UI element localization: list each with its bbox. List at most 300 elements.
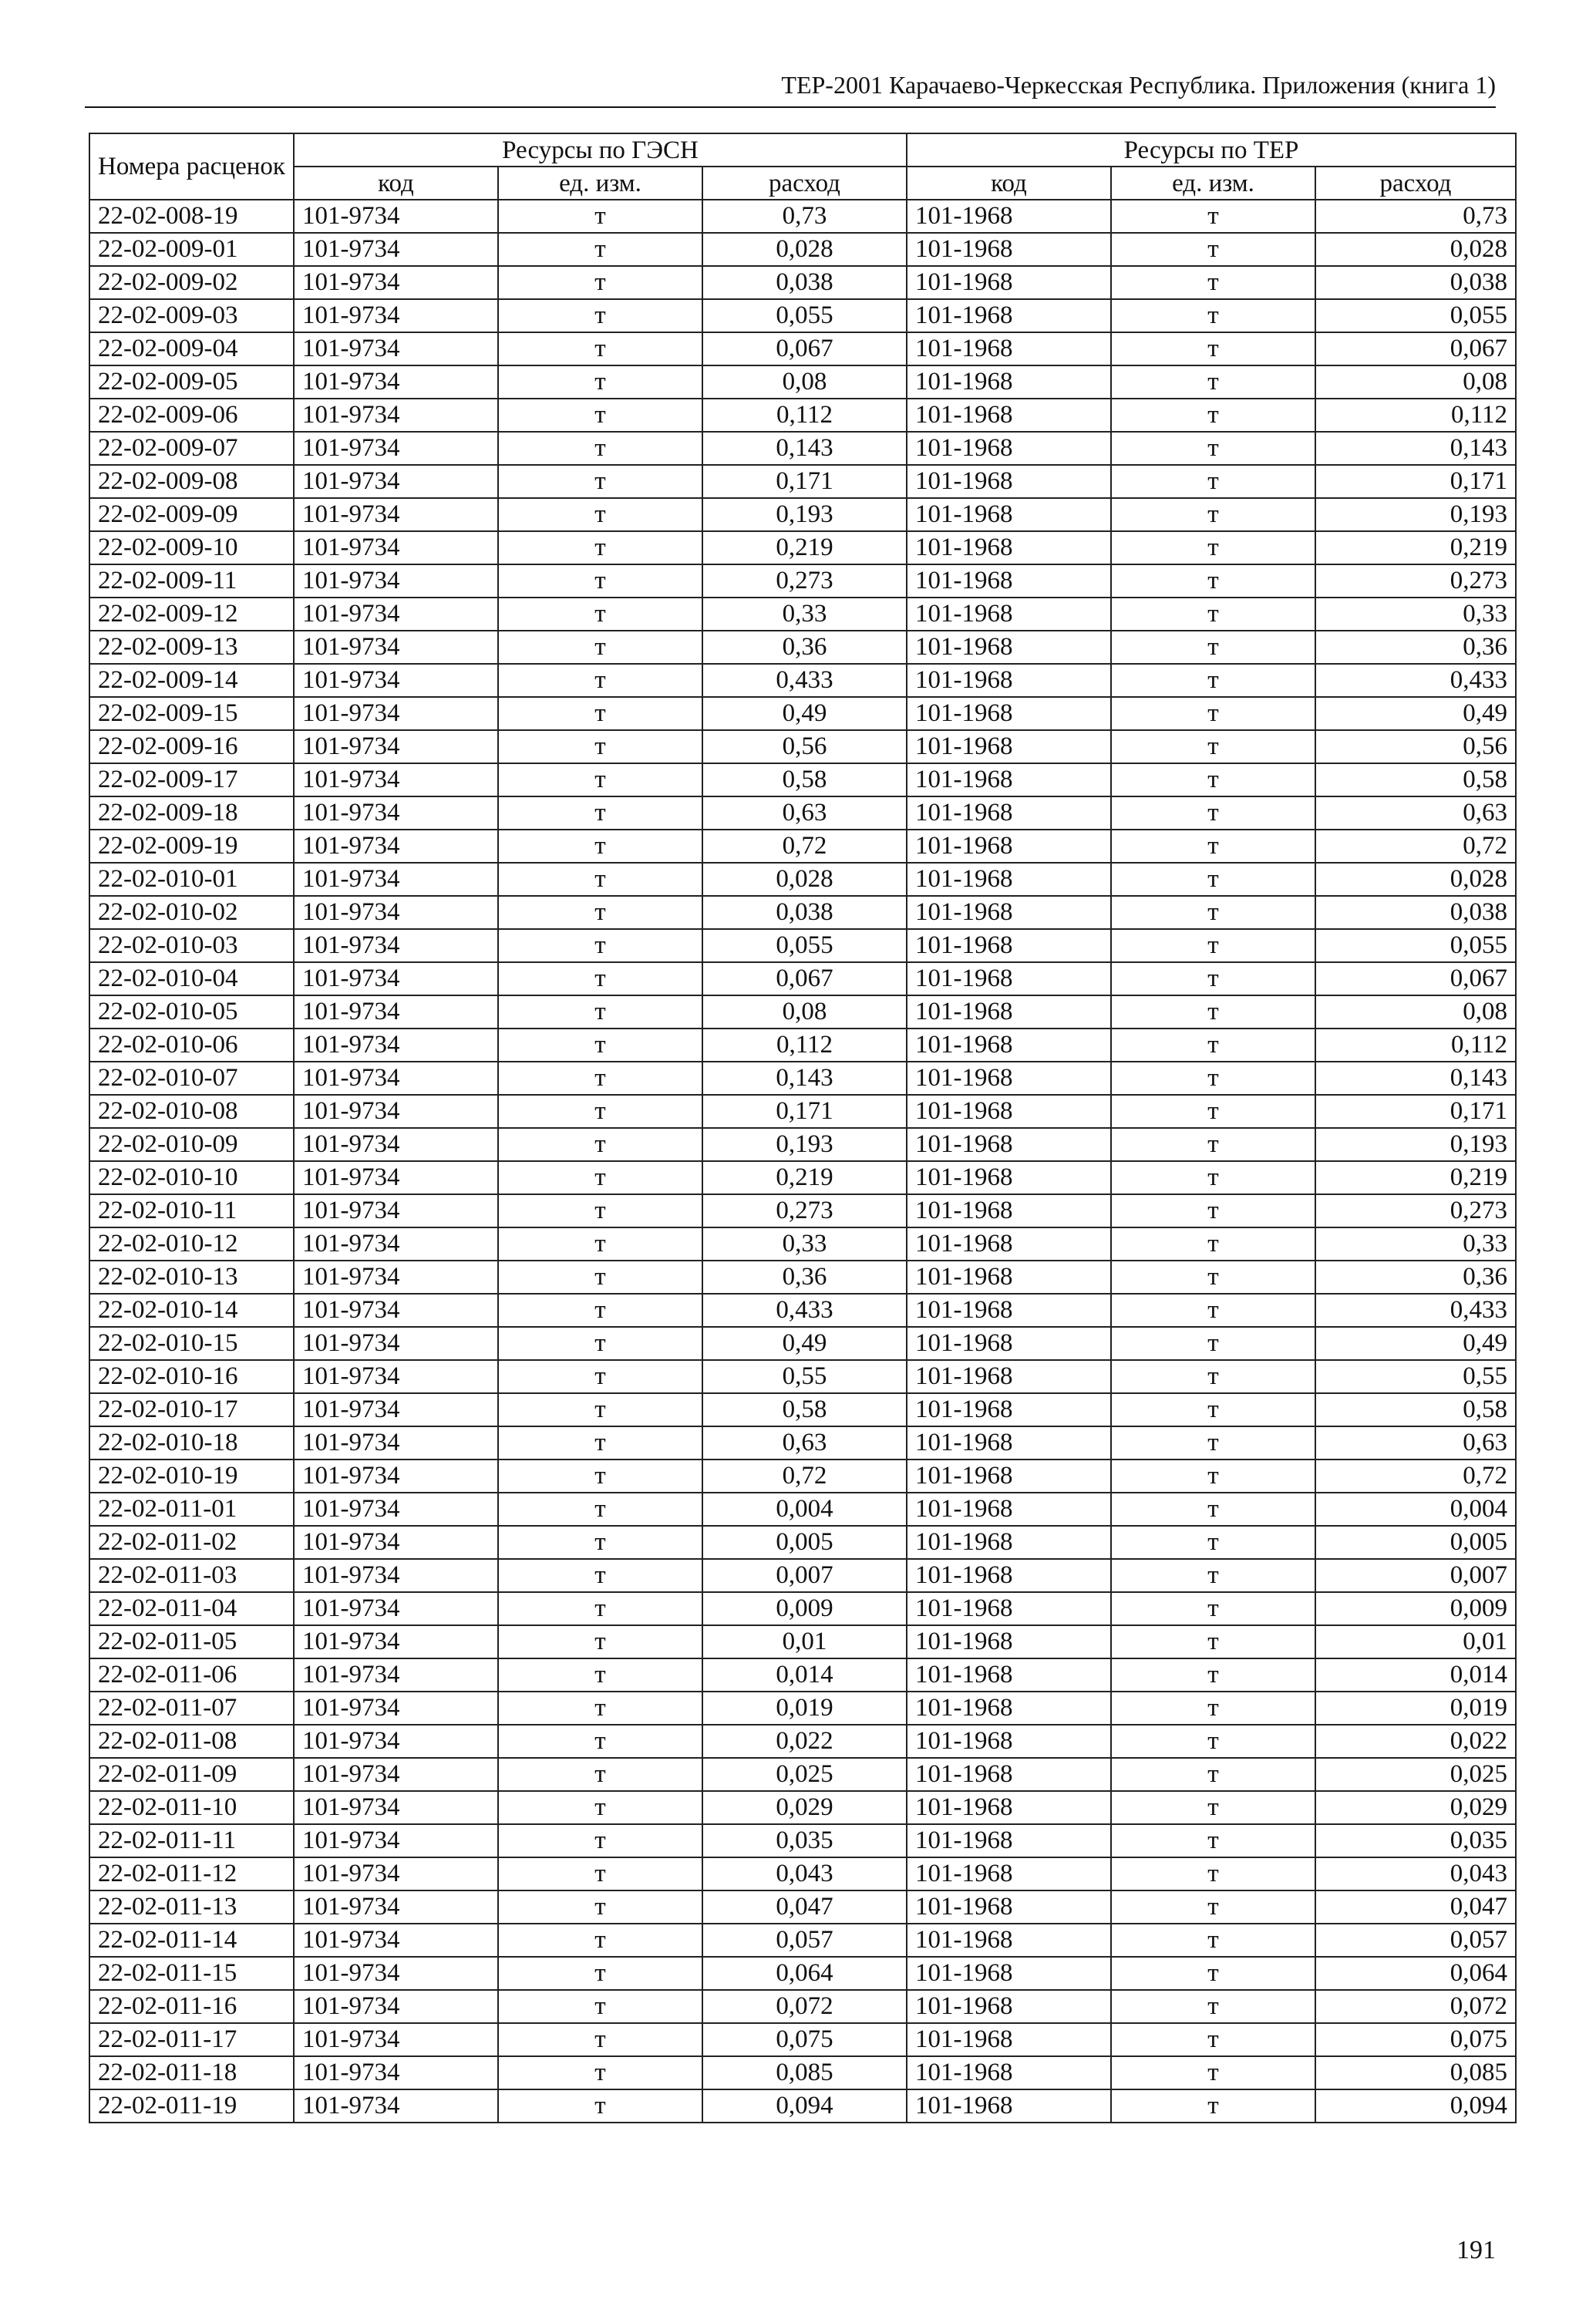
table-row <box>89 1161 1516 1194</box>
gesn-code-cell: 101-9734 <box>294 1592 498 1625</box>
gesn-code-cell: 101-9734 <box>294 399 498 432</box>
table-row <box>89 763 1516 796</box>
gesn-code-cell: 101-9734 <box>294 498 498 531</box>
gesn-qty-cell: 0,067 <box>702 962 907 995</box>
table-row <box>89 1360 1516 1393</box>
ter-unit-cell: т <box>1111 896 1315 929</box>
table-row <box>89 564 1516 598</box>
gesn-qty-cell: 0,58 <box>702 1393 907 1426</box>
gesn-qty-cell: 0,219 <box>702 531 907 564</box>
ter-code-cell: 101-1968 <box>907 2089 1111 2123</box>
rate-number-cell: 22-02-011-05 <box>89 1625 294 1658</box>
rate-number-cell: 22-02-008-19 <box>89 200 294 233</box>
gesn-code-cell: 101-9734 <box>294 1029 498 1062</box>
table-row <box>89 664 1516 697</box>
ter-unit-cell: т <box>1111 1890 1315 1924</box>
gesn-qty-cell: 0,73 <box>702 200 907 233</box>
gesn-qty-cell: 0,007 <box>702 1559 907 1592</box>
ter-unit-cell: т <box>1111 1924 1315 1957</box>
gesn-unit-cell: т <box>498 962 702 995</box>
gesn-unit-cell: т <box>498 1824 702 1857</box>
ter-unit-cell: т <box>1111 631 1315 664</box>
ter-qty-cell: 0,72 <box>1315 1460 1516 1493</box>
table-row <box>89 233 1516 266</box>
table-row <box>89 2023 1516 2056</box>
gesn-code-cell: 101-9734 <box>294 1460 498 1493</box>
gesn-qty-cell: 0,72 <box>702 830 907 863</box>
ter-unit-cell: т <box>1111 1990 1315 2023</box>
gesn-unit-cell: т <box>498 1161 702 1194</box>
rate-number-cell: 22-02-011-02 <box>89 1526 294 1559</box>
ter-code-cell: 101-1968 <box>907 1426 1111 1460</box>
gesn-unit-cell: т <box>498 631 702 664</box>
rate-number-cell: 22-02-011-03 <box>89 1559 294 1592</box>
ter-unit-cell: т <box>1111 432 1315 465</box>
header-row-groups <box>89 133 1516 167</box>
table-row <box>89 1990 1516 2023</box>
gesn-code-cell: 101-9734 <box>294 432 498 465</box>
gesn-code-cell: 101-9734 <box>294 465 498 498</box>
ter-code-cell: 101-1968 <box>907 1658 1111 1692</box>
gesn-unit-cell: т <box>498 796 702 830</box>
rate-number-cell: 22-02-010-17 <box>89 1393 294 1426</box>
ter-unit-cell: т <box>1111 1824 1315 1857</box>
ter-qty-cell: 0,094 <box>1315 2089 1516 2123</box>
gesn-code-cell: 101-9734 <box>294 1625 498 1658</box>
rate-number-cell: 22-02-011-06 <box>89 1658 294 1692</box>
gesn-unit-cell: т <box>498 1493 702 1526</box>
gesn-unit-cell: т <box>498 1095 702 1128</box>
ter-code-cell: 101-1968 <box>907 1095 1111 1128</box>
ter-qty-cell: 0,143 <box>1315 1062 1516 1095</box>
ter-code-cell: 101-1968 <box>907 1327 1111 1360</box>
gesn-code-cell: 101-9734 <box>294 1957 498 1990</box>
ter-code-cell: 101-1968 <box>907 1625 1111 1658</box>
ter-unit-cell: т <box>1111 399 1315 432</box>
gesn-code-cell: 101-9734 <box>294 598 498 631</box>
gesn-code-cell: 101-9734 <box>294 697 498 730</box>
gesn-unit-cell: т <box>498 1890 702 1924</box>
ter-qty-cell: 0,038 <box>1315 266 1516 299</box>
ter-qty-cell: 0,085 <box>1315 2056 1516 2089</box>
ter-unit-cell: т <box>1111 1393 1315 1426</box>
ter-unit-cell: т <box>1111 299 1315 332</box>
gesn-unit-cell: т <box>498 1194 702 1227</box>
table-row <box>89 1526 1516 1559</box>
ter-qty-cell: 0,029 <box>1315 1791 1516 1824</box>
gesn-code-cell: 101-9734 <box>294 1824 498 1857</box>
gesn-qty-cell: 0,014 <box>702 1658 907 1692</box>
ter-unit-cell: т <box>1111 1625 1315 1658</box>
gesn-unit-cell: т <box>498 432 702 465</box>
gesn-qty-cell: 0,067 <box>702 332 907 365</box>
ter-qty-cell: 0,433 <box>1315 1294 1516 1327</box>
ter-qty-cell: 0,004 <box>1315 1493 1516 1526</box>
gesn-code-cell: 101-9734 <box>294 1261 498 1294</box>
table-row <box>89 1791 1516 1824</box>
gesn-qty-cell: 0,035 <box>702 1824 907 1857</box>
gesn-unit-cell: т <box>498 1261 702 1294</box>
ter-unit-cell: т <box>1111 2056 1315 2089</box>
gesn-unit-cell: т <box>498 1725 702 1758</box>
gesn-unit-cell: т <box>498 664 702 697</box>
table-row <box>89 1592 1516 1625</box>
ter-qty-cell: 0,022 <box>1315 1725 1516 1758</box>
ter-qty-cell: 0,072 <box>1315 1990 1516 2023</box>
ter-code-cell: 101-1968 <box>907 1924 1111 1957</box>
table-row <box>89 1095 1516 1128</box>
gesn-unit-cell: т <box>498 2056 702 2089</box>
rate-number-cell: 22-02-009-13 <box>89 631 294 664</box>
ter-qty-cell: 0,433 <box>1315 664 1516 697</box>
table-row <box>89 929 1516 962</box>
ter-code-cell: 101-1968 <box>907 498 1111 531</box>
gesn-unit-cell: т <box>498 531 702 564</box>
gesn-qty-cell: 0,56 <box>702 730 907 763</box>
table-row <box>89 1725 1516 1758</box>
gesn-unit-cell: т <box>498 1360 702 1393</box>
ter-qty-cell: 0,067 <box>1315 332 1516 365</box>
ter-code-cell: 101-1968 <box>907 1824 1111 1857</box>
ter-unit-cell: т <box>1111 697 1315 730</box>
rate-number-cell: 22-02-011-10 <box>89 1791 294 1824</box>
rate-number-cell: 22-02-009-06 <box>89 399 294 432</box>
ter-unit-cell: т <box>1111 1559 1315 1592</box>
ter-code-cell: 101-1968 <box>907 2056 1111 2089</box>
gesn-unit-cell: т <box>498 1227 702 1261</box>
gesn-unit-cell: т <box>498 332 702 365</box>
gesn-code-cell: 101-9734 <box>294 1493 498 1526</box>
ter-qty-cell: 0,58 <box>1315 763 1516 796</box>
ter-qty-cell: 0,038 <box>1315 896 1516 929</box>
gesn-qty-cell: 0,022 <box>702 1725 907 1758</box>
gesn-code-cell: 101-9734 <box>294 1658 498 1692</box>
ter-qty-cell: 0,028 <box>1315 233 1516 266</box>
rate-number-cell: 22-02-009-08 <box>89 465 294 498</box>
table-row <box>89 598 1516 631</box>
gesn-code-cell: 101-9734 <box>294 266 498 299</box>
gesn-code-cell: 101-9734 <box>294 1725 498 1758</box>
gesn-code-cell: 101-9734 <box>294 1194 498 1227</box>
col-number-header: Номера расценок <box>89 133 294 200</box>
ter-code-cell: 101-1968 <box>907 1725 1111 1758</box>
gesn-qty-cell: 0,49 <box>702 697 907 730</box>
gesn-code-cell: 101-9734 <box>294 1426 498 1460</box>
ter-code-cell: 101-1968 <box>907 233 1111 266</box>
ter-qty-cell: 0,171 <box>1315 1095 1516 1128</box>
ter-unit-cell: т <box>1111 531 1315 564</box>
ter-qty-cell: 0,219 <box>1315 1161 1516 1194</box>
gesn-qty-cell: 0,004 <box>702 1493 907 1526</box>
gesn-code-cell: 101-9734 <box>294 564 498 598</box>
gesn-code-header: код <box>294 167 498 200</box>
ter-qty-cell: 0,043 <box>1315 1857 1516 1890</box>
table-row <box>89 1227 1516 1261</box>
gesn-qty-cell: 0,043 <box>702 1857 907 1890</box>
gesn-code-cell: 101-9734 <box>294 200 498 233</box>
gesn-qty-cell: 0,072 <box>702 1990 907 2023</box>
gesn-code-cell: 101-9734 <box>294 1095 498 1128</box>
ter-code-cell: 101-1968 <box>907 796 1111 830</box>
gesn-qty-cell: 0,005 <box>702 1526 907 1559</box>
ter-unit-cell: т <box>1111 730 1315 763</box>
gesn-qty-cell: 0,55 <box>702 1360 907 1393</box>
gesn-unit-cell: т <box>498 763 702 796</box>
ter-code-cell: 101-1968 <box>907 962 1111 995</box>
rate-number-cell: 22-02-010-08 <box>89 1095 294 1128</box>
gesn-code-cell: 101-9734 <box>294 1990 498 2023</box>
ter-qty-cell: 0,58 <box>1315 1393 1516 1426</box>
gesn-code-cell: 101-9734 <box>294 365 498 399</box>
rate-number-cell: 22-02-010-04 <box>89 962 294 995</box>
ter-unit-cell: т <box>1111 2023 1315 2056</box>
table-row <box>89 1559 1516 1592</box>
ter-code-cell: 101-1968 <box>907 1128 1111 1161</box>
ter-qty-cell: 0,112 <box>1315 1029 1516 1062</box>
rate-number-cell: 22-02-011-16 <box>89 1990 294 2023</box>
gesn-code-cell: 101-9734 <box>294 1857 498 1890</box>
ter-qty-cell: 0,057 <box>1315 1924 1516 1957</box>
gesn-code-cell: 101-9734 <box>294 1360 498 1393</box>
gesn-qty-cell: 0,029 <box>702 1791 907 1824</box>
table-row <box>89 1493 1516 1526</box>
gesn-unit-cell: т <box>498 995 702 1029</box>
ter-unit-cell: т <box>1111 830 1315 863</box>
ter-unit-cell: т <box>1111 1592 1315 1625</box>
ter-code-cell: 101-1968 <box>907 1758 1111 1791</box>
gesn-code-cell: 101-9734 <box>294 1294 498 1327</box>
gesn-qty-cell: 0,171 <box>702 1095 907 1128</box>
ter-code-cell: 101-1968 <box>907 1857 1111 1890</box>
rate-number-cell: 22-02-011-08 <box>89 1725 294 1758</box>
ter-qty-cell: 0,067 <box>1315 962 1516 995</box>
gesn-unit-cell: т <box>498 863 702 896</box>
ter-code-cell: 101-1968 <box>907 200 1111 233</box>
table-row <box>89 200 1516 233</box>
gesn-unit-cell: т <box>498 1791 702 1824</box>
gesn-unit-cell: т <box>498 1526 702 1559</box>
gesn-qty-cell: 0,273 <box>702 564 907 598</box>
table-row <box>89 1062 1516 1095</box>
gesn-code-cell: 101-9734 <box>294 531 498 564</box>
gesn-qty-cell: 0,36 <box>702 1261 907 1294</box>
rate-number-cell: 22-02-010-05 <box>89 995 294 1029</box>
gesn-code-cell: 101-9734 <box>294 1924 498 1957</box>
gesn-qty-cell: 0,143 <box>702 432 907 465</box>
ter-code-cell: 101-1968 <box>907 1360 1111 1393</box>
rate-number-cell: 22-02-011-04 <box>89 1592 294 1625</box>
gesn-unit-cell: т <box>498 1692 702 1725</box>
ter-unit-cell: т <box>1111 365 1315 399</box>
ter-unit-cell: т <box>1111 1128 1315 1161</box>
ter-qty-cell: 0,047 <box>1315 1890 1516 1924</box>
ter-unit-cell: т <box>1111 1857 1315 1890</box>
gesn-code-cell: 101-9734 <box>294 299 498 332</box>
ter-unit-cell: т <box>1111 1261 1315 1294</box>
gesn-qty-cell: 0,433 <box>702 664 907 697</box>
ter-unit-cell: т <box>1111 1692 1315 1725</box>
gesn-code-cell: 101-9734 <box>294 995 498 1029</box>
table-row <box>89 1128 1516 1161</box>
gesn-qty-cell: 0,33 <box>702 1227 907 1261</box>
ter-unit-cell: т <box>1111 1460 1315 1493</box>
gesn-code-cell: 101-9734 <box>294 830 498 863</box>
gesn-unit-cell: т <box>498 266 702 299</box>
ter-qty-cell: 0,064 <box>1315 1957 1516 1990</box>
gesn-qty-cell: 0,193 <box>702 1128 907 1161</box>
table-row <box>89 1824 1516 1857</box>
ter-code-cell: 101-1968 <box>907 266 1111 299</box>
gesn-unit-cell: т <box>498 200 702 233</box>
ter-qty-cell: 0,009 <box>1315 1592 1516 1625</box>
rate-number-cell: 22-02-011-11 <box>89 1824 294 1857</box>
gesn-qty-cell: 0,038 <box>702 896 907 929</box>
rate-number-cell: 22-02-009-17 <box>89 763 294 796</box>
gesn-unit-cell: т <box>498 1128 702 1161</box>
ter-qty-cell: 0,33 <box>1315 1227 1516 1261</box>
ter-code-cell: 101-1968 <box>907 830 1111 863</box>
gesn-unit-cell: т <box>498 1327 702 1360</box>
gesn-qty-cell: 0,58 <box>702 763 907 796</box>
ter-code-cell: 101-1968 <box>907 1559 1111 1592</box>
ter-code-cell: 101-1968 <box>907 2023 1111 2056</box>
ter-qty-cell: 0,01 <box>1315 1625 1516 1658</box>
gesn-unit-cell: т <box>498 1029 702 1062</box>
gesn-unit-cell: т <box>498 1990 702 2023</box>
table-row <box>89 1890 1516 1924</box>
gesn-code-cell: 101-9734 <box>294 1227 498 1261</box>
gesn-qty-cell: 0,08 <box>702 365 907 399</box>
ter-qty-cell: 0,025 <box>1315 1758 1516 1791</box>
ter-code-cell: 101-1968 <box>907 1062 1111 1095</box>
rate-number-cell: 22-02-010-10 <box>89 1161 294 1194</box>
gesn-qty-cell: 0,009 <box>702 1592 907 1625</box>
rate-number-cell: 22-02-010-02 <box>89 896 294 929</box>
gesn-code-cell: 101-9734 <box>294 730 498 763</box>
gesn-unit-cell: т <box>498 1857 702 1890</box>
ter-code-cell: 101-1968 <box>907 432 1111 465</box>
ter-qty-cell: 0,112 <box>1315 399 1516 432</box>
ter-code-cell: 101-1968 <box>907 995 1111 1029</box>
rate-number-cell: 22-02-009-11 <box>89 564 294 598</box>
ter-unit-cell: т <box>1111 1493 1315 1526</box>
table-row <box>89 1924 1516 1957</box>
ter-qty-header: расход <box>1315 167 1516 200</box>
gesn-unit-cell: т <box>498 2089 702 2123</box>
rate-number-cell: 22-02-010-14 <box>89 1294 294 1327</box>
ter-qty-cell: 0,36 <box>1315 631 1516 664</box>
gesn-code-cell: 101-9734 <box>294 1327 498 1360</box>
gesn-unit-cell: т <box>498 399 702 432</box>
rate-number-cell: 22-02-009-03 <box>89 299 294 332</box>
ter-unit-cell: т <box>1111 1029 1315 1062</box>
table-row <box>89 432 1516 465</box>
gesn-unit-cell: т <box>498 1924 702 1957</box>
gesn-qty-cell: 0,273 <box>702 1194 907 1227</box>
ter-unit-cell: т <box>1111 1360 1315 1393</box>
gesn-code-cell: 101-9734 <box>294 929 498 962</box>
table-row <box>89 399 1516 432</box>
ter-unit-cell: т <box>1111 863 1315 896</box>
rate-number-cell: 22-02-009-16 <box>89 730 294 763</box>
ter-qty-cell: 0,273 <box>1315 564 1516 598</box>
ter-code-cell: 101-1968 <box>907 730 1111 763</box>
gesn-code-cell: 101-9734 <box>294 1692 498 1725</box>
page-header-title: ТЕР-2001 Карачаево-Черкесская Республика. Приложения (книга 1) <box>781 71 1496 99</box>
ter-code-cell: 101-1968 <box>907 1261 1111 1294</box>
ter-unit-cell: т <box>1111 2089 1315 2123</box>
gesn-unit-cell: т <box>498 830 702 863</box>
rate-number-cell: 22-02-010-12 <box>89 1227 294 1261</box>
gesn-unit-cell: т <box>498 1625 702 1658</box>
gesn-qty-cell: 0,36 <box>702 631 907 664</box>
table-row <box>89 1261 1516 1294</box>
header-divider <box>85 106 1496 108</box>
ter-unit-cell: т <box>1111 1426 1315 1460</box>
gesn-unit-cell: т <box>498 1426 702 1460</box>
ter-unit-header: ед. изм. <box>1111 167 1315 200</box>
gesn-code-cell: 101-9734 <box>294 1128 498 1161</box>
ter-unit-cell: т <box>1111 1062 1315 1095</box>
gesn-code-cell: 101-9734 <box>294 1526 498 1559</box>
table-body <box>89 200 1516 2123</box>
ter-qty-cell: 0,08 <box>1315 995 1516 1029</box>
ter-code-cell: 101-1968 <box>907 1990 1111 2023</box>
gesn-qty-cell: 0,63 <box>702 1426 907 1460</box>
ter-qty-cell: 0,171 <box>1315 465 1516 498</box>
rate-number-cell: 22-02-010-18 <box>89 1426 294 1460</box>
ter-unit-cell: т <box>1111 564 1315 598</box>
ter-qty-cell: 0,193 <box>1315 1128 1516 1161</box>
ter-qty-cell: 0,055 <box>1315 929 1516 962</box>
ter-code-cell: 101-1968 <box>907 631 1111 664</box>
gesn-unit-cell: т <box>498 730 702 763</box>
rate-number-cell: 22-02-010-06 <box>89 1029 294 1062</box>
resources-table <box>89 133 1517 2123</box>
gesn-unit-cell: т <box>498 1592 702 1625</box>
table-row <box>89 830 1516 863</box>
gesn-qty-cell: 0,028 <box>702 863 907 896</box>
ter-unit-cell: т <box>1111 1327 1315 1360</box>
table-row <box>89 1327 1516 1360</box>
gesn-unit-cell: т <box>498 1294 702 1327</box>
ter-qty-cell: 0,035 <box>1315 1824 1516 1857</box>
gesn-unit-cell: т <box>498 564 702 598</box>
ter-qty-cell: 0,63 <box>1315 796 1516 830</box>
group-gesn-header: Ресурсы по ГЭСН <box>294 133 907 167</box>
ter-code-cell: 101-1968 <box>907 1791 1111 1824</box>
ter-qty-cell: 0,63 <box>1315 1426 1516 1460</box>
gesn-unit-cell: т <box>498 465 702 498</box>
ter-code-header: код <box>907 167 1111 200</box>
header-row-sub <box>89 167 1516 200</box>
gesn-unit-cell: т <box>498 1062 702 1095</box>
rate-number-cell: 22-02-009-14 <box>89 664 294 697</box>
gesn-unit-cell: т <box>498 1658 702 1692</box>
ter-unit-cell: т <box>1111 498 1315 531</box>
gesn-qty-cell: 0,112 <box>702 1029 907 1062</box>
rate-number-cell: 22-02-009-19 <box>89 830 294 863</box>
table-row <box>89 2056 1516 2089</box>
gesn-qty-cell: 0,193 <box>702 498 907 531</box>
rate-number-cell: 22-02-011-13 <box>89 1890 294 1924</box>
table-row <box>89 1460 1516 1493</box>
ter-code-cell: 101-1968 <box>907 1957 1111 1990</box>
table-row <box>89 1658 1516 1692</box>
gesn-code-cell: 101-9734 <box>294 2023 498 2056</box>
gesn-unit-cell: т <box>498 233 702 266</box>
ter-qty-cell: 0,49 <box>1315 697 1516 730</box>
